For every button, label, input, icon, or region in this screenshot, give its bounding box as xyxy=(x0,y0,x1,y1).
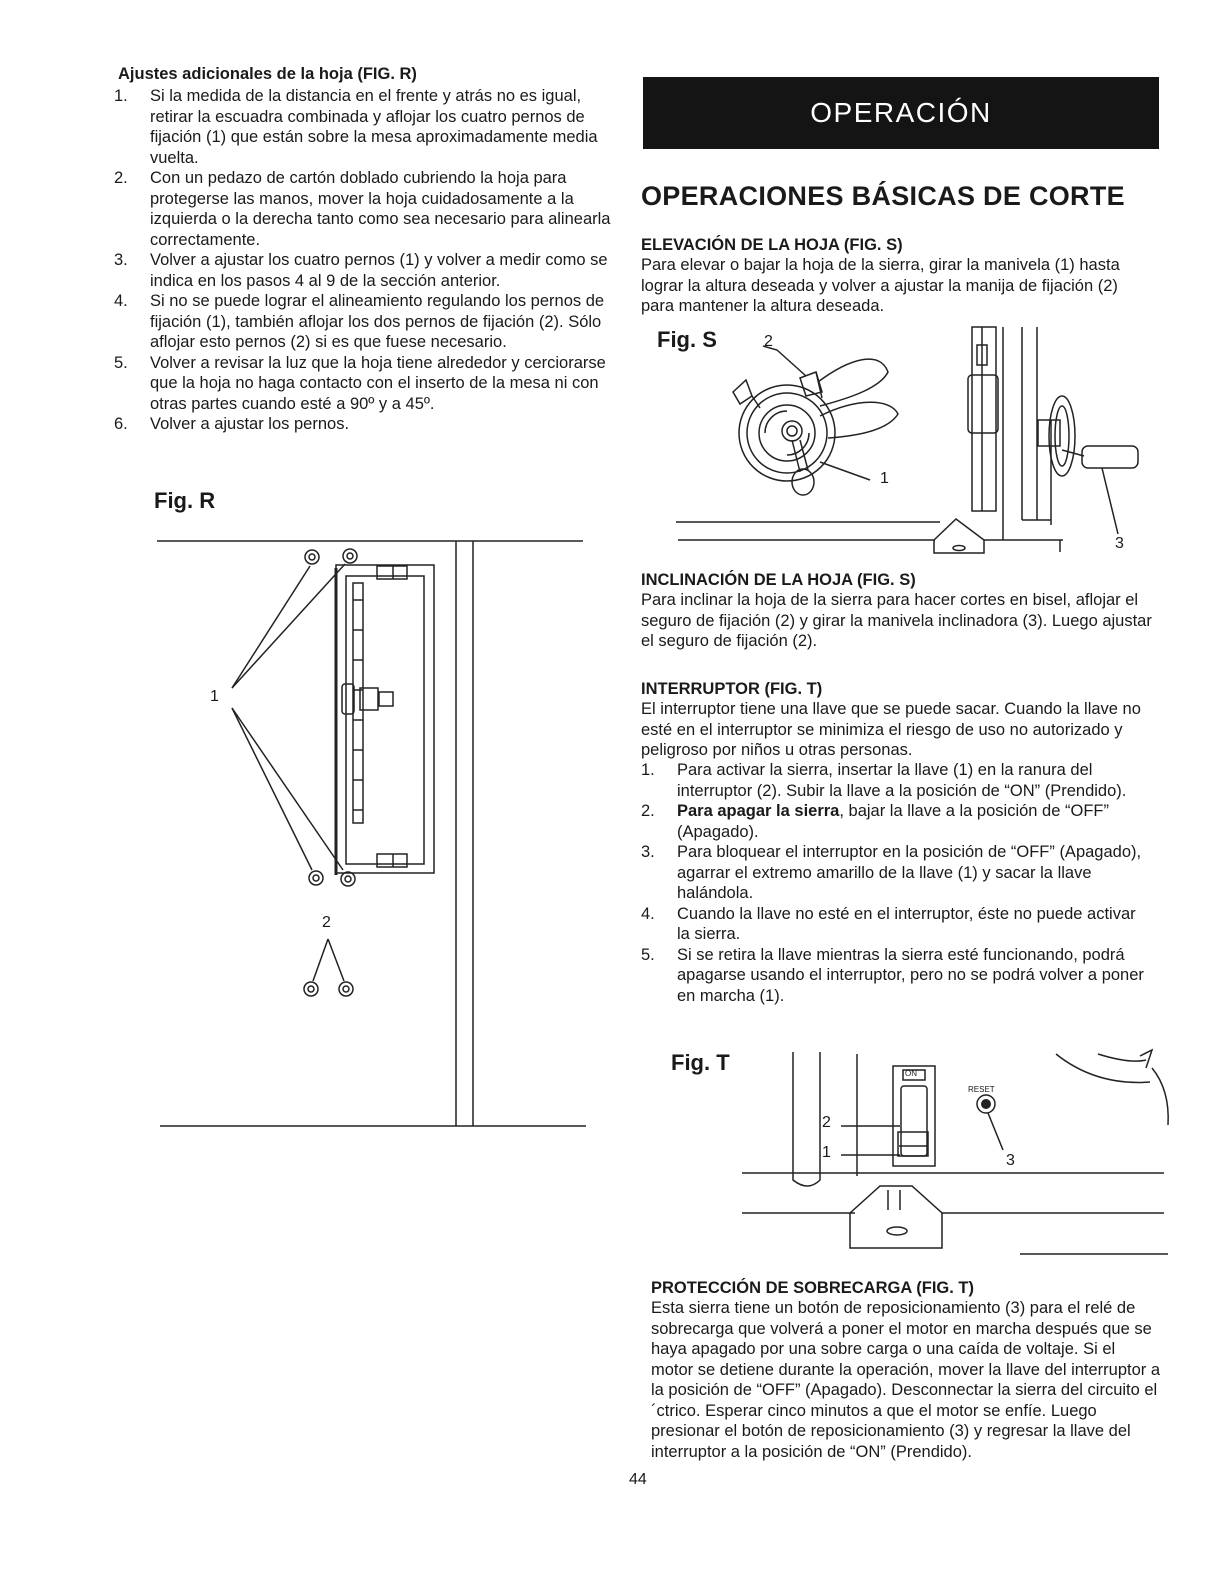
list-item: 2. Para apagar la sierra, bajar la llave a la posición de “OFF” (Apagado). xyxy=(641,802,1109,841)
fig-t-callout-3: 3 xyxy=(1006,1152,1015,1169)
list-item: 4. Cuando la llave no esté en el interruptor, éste no puede activar la sierra. xyxy=(641,904,1136,943)
paragraph-blade-elevation: Para elevar o bajar la hoja de la sierra, girar la manivela (1) hasta lograr la altura deseada y volver a ajustar la manija de fijación (2) para mantener la altura deseada. xyxy=(641,256,1120,315)
list-item: 3. Para bloquear el interruptor en la posición de “OFF” (Apagado), agarrar el extremo amarillo de la llave (1) y sacar la llave halándola. xyxy=(641,843,1142,902)
fig-s-label: Fig. S xyxy=(657,327,717,352)
operation-banner: OPERACIÓN xyxy=(643,77,1159,149)
paragraph-blade-tilt: Para inclinar la hoja de la sierra para hacer cortes en bisel, aflojar el seguro de fijación (2) y girar la manivela inclinadora (3). Luego ajustar el seguro de fijación (2). xyxy=(641,591,1152,650)
paragraph-overload: Esta sierra tiene un botón de reposicionamiento (3) para el relé de sobrecarga que volverá a poner el motor en marcha después que se haya apagado por una sobre carga o una caída de voltaje. Si el motor se detiene durante la operación, mover la llave del interruptor a la posición de “OFF” (Apagado). Desconnectar la sierra del circuito el´ctrico. Esperar cinco minutos a que el motor se enfíe. Luego presionar el botón de reposicionamiento (3) y regresar la llave del interruptor a la posición de “ON” (Prendido). xyxy=(651,1299,1161,1461)
list-item: 1. Si la medida de la distancia en el frente y atrás no es igual, retirar la escuadra combinada y aflojar los cuatro pernos de fijación (1) que están sobre la mesa aproximadamente media vuelta. xyxy=(114,87,598,167)
callout-1: 1 xyxy=(210,688,219,705)
fig-s-callout-1: 1 xyxy=(880,470,889,487)
callout-2: 2 xyxy=(322,914,331,931)
list-item: 5. Si se retira la llave mientras la sierra esté funcionando, podrá apagarse usando el interruptor, pero no se podrá volver a poner en marcha (1). xyxy=(641,945,1144,1005)
reset-label: RESET xyxy=(968,1085,995,1094)
fig-s-callout-2: 2 xyxy=(764,333,773,350)
list-item: 5. Volver a revisar la luz que la hoja tiene alrededor y cerciorarse que la hoja no haga contacto con el inserto de la mesa ni con otras partes cuando esté a 90º y a 45º. xyxy=(114,353,606,413)
fig-s-callout-3: 3 xyxy=(1115,535,1124,552)
list-item: 4. Si no se puede lograr el alineamiento regulando los pernos de fijación (1), también aflojar los dos pernos de fijación (2). Sólo aflojar esto pernos (2) si es que fuese necesario. xyxy=(114,292,605,351)
heading-overload: PROTECCIÓN DE SOBRECARGA (FIG. T) xyxy=(651,1279,974,1297)
heading-switch: INTERRUPTOR (FIG. T) xyxy=(641,680,823,698)
heading-blade-tilt: INCLINACIÓN DE LA HOJA (FIG. S) xyxy=(641,571,916,589)
on-label: ON xyxy=(905,1069,917,1078)
fig-t-label: Fig. T xyxy=(671,1050,730,1075)
list-item: 3. Volver a ajustar los cuatro pernos (1) y volver a medir como se indica en los pasos 4 al 9 de la sección anterior. xyxy=(114,251,608,290)
list-item: 6. Volver a ajustar los pernos. xyxy=(114,415,350,433)
list-item: 2. Con un pedazo de cartón doblado cubriendo la hoja para protegerse las manos, mover la hoja cuidadosamente a la izquierda o la derecha tanto como sea necesario para alinearla correctamente. xyxy=(114,169,611,249)
fig-t-callout-2: 2 xyxy=(822,1114,831,1131)
heading-blade-elevation: ELEVACIÓN DE LA HOJA (FIG. S) xyxy=(641,236,903,254)
section-heading-blade-adjustments: Ajustes adicionales de la hoja (FIG. R) xyxy=(118,65,417,83)
page-number: 44 xyxy=(629,1471,647,1488)
paragraph-switch: El interruptor tiene una llave que se puede sacar. Cuando la llave no esté en el interruptor se minimiza el riesgo de uso no autorizado y peligroso por niños u otras personas. xyxy=(641,700,1141,759)
page-title: OPERACIONES BÁSICAS DE CORTE xyxy=(641,181,1125,211)
fig-t-callout-1: 1 xyxy=(822,1144,831,1161)
list-item: 1. Para activar la sierra, insertar la llave (1) en la ranura del interruptor (2). Subir la llave a la posición de “ON” (Prendido). xyxy=(641,761,1127,800)
fig-r-label: Fig. R xyxy=(154,488,216,513)
